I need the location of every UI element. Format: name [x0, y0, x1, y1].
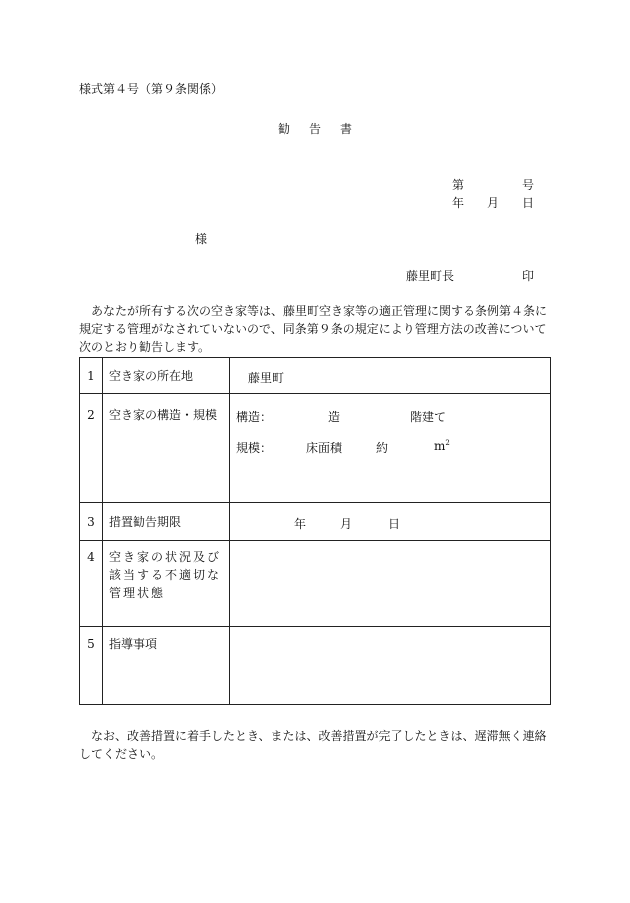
approx-label: 約 [376, 441, 389, 455]
row-label: 措置勧告期限 [109, 515, 182, 529]
row-value-cell [230, 541, 551, 627]
row-label: 空き家の構造・規模 [109, 408, 218, 422]
table-row [80, 627, 551, 705]
date-year: 年 [452, 196, 465, 210]
issuer-seal: 印 [522, 269, 535, 283]
deadline-month: 月 [340, 517, 353, 531]
area-unit-text: m [434, 439, 446, 453]
date-day: 日 [522, 196, 535, 210]
deadline-day: 日 [388, 517, 401, 531]
note-paragraph: なお、改善措置に着手したとき、または、改善措置が完了したときは、遅滞無く連絡してください。 [79, 729, 547, 761]
row-label-cell [103, 503, 230, 541]
row-label: 空き家の状況及び該当する不適切な管理状態 [109, 550, 222, 600]
row-label-cell [103, 394, 230, 503]
row-number-cell [80, 627, 103, 705]
row-label-cell [103, 541, 230, 627]
scale-label: 規模： [236, 441, 273, 455]
row-number-cell [80, 541, 103, 627]
recommendation-table [79, 357, 551, 705]
form-number: 様式第４号（第９条関係） [79, 82, 224, 96]
deadline-year: 年 [294, 517, 307, 531]
row-value-cell [230, 627, 551, 705]
area-unit [434, 439, 450, 453]
row-number-cell [80, 394, 103, 503]
body-paragraph: あなたが所有する次の空き家等は、藤里町空き家等の適正管理に関する条例第４条に規定する管理がなされていないので、同条第９条の規定により管理方法の改善について次のとおり勧告します。 [79, 304, 548, 354]
row-label: 指導事項 [109, 637, 158, 651]
row-label-cell [103, 358, 230, 394]
row-number: 2 [87, 408, 95, 422]
structure-floors: 階建て [410, 410, 447, 424]
table-row [80, 503, 551, 541]
addressee-honorific: 様 [195, 232, 208, 246]
row-value-cell [230, 358, 551, 394]
doc-number-prefix: 第 [452, 178, 465, 192]
table-row [80, 541, 551, 627]
row-value-cell [230, 394, 551, 503]
row-number: 3 [87, 515, 95, 529]
row-value-cell [230, 503, 551, 541]
row-number: 5 [87, 637, 95, 651]
structure-label: 構造： [236, 410, 273, 424]
floor-area-label: 床面積 [306, 441, 343, 455]
document-title-text: 勧告書 [277, 122, 371, 136]
row-label: 空き家の所在地 [109, 369, 194, 383]
date-month: 月 [487, 196, 500, 210]
table-row [80, 358, 551, 394]
document-title [0, 120, 630, 137]
table-row [80, 394, 551, 503]
doc-number-suffix: 号 [522, 178, 535, 192]
issuer-name: 藤里町長 [406, 269, 455, 283]
row-number-cell [80, 358, 103, 394]
location-value: 藤里町 [248, 371, 285, 385]
row-label-cell [103, 627, 230, 705]
area-unit-exponent: 2 [445, 439, 450, 447]
row-number: 4 [87, 550, 95, 564]
row-number: 1 [87, 369, 95, 383]
structure-made: 造 [328, 410, 341, 424]
row-number-cell [80, 503, 103, 541]
